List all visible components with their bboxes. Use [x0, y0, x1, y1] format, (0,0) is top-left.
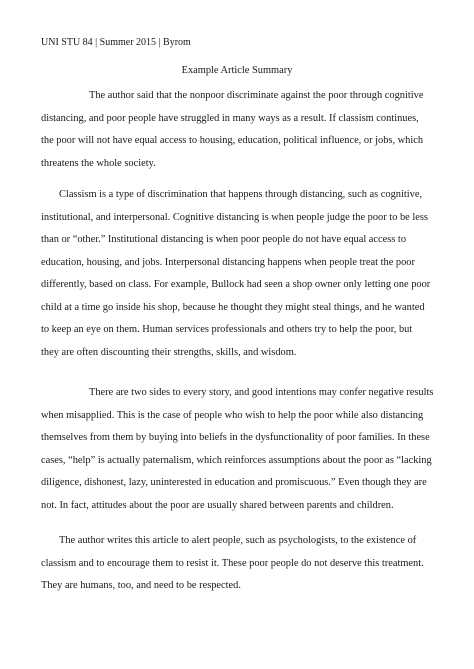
paragraph-3 [41, 382, 441, 517]
paragraph-2 [41, 184, 441, 364]
paragraph-line: classism and to encourage them to resist it. These poor people do not deserve this treatment. [41, 557, 424, 569]
paragraph-line: cases, “help” is actually paternalism, which reinforces assumptions about the poor as “lacking [41, 454, 432, 466]
paragraph-line: Classism is a type of discrimination that happens through distancing, such as cognitive, [59, 189, 423, 200]
paragraph-line: differently, based on class. For example, Bullock had seen a shop owner only letting one poor [41, 279, 431, 290]
paragraph-line: threatens the whole society. [41, 157, 156, 169]
paragraph-line: they are often discounting their strengths, skills, and wisdom. [41, 346, 297, 358]
paragraph-line: diligence, dishonest, lazy, uninterested in education and promiscuous.” Even though they are [41, 477, 427, 488]
paragraph-line: The author writes this article to alert people, such as psychologists, to the existence of [59, 535, 417, 546]
paragraph-line: education, housing, and jobs. Interpersonal distancing happens when people treat the poor [41, 256, 415, 268]
paragraph-1 [41, 85, 441, 175]
paragraph-line: themselves from them by buying into beliefs in the dysfunctionality of poor families. In these [41, 432, 430, 443]
paragraph-line: They are humans, too, and need to be respected. [41, 580, 241, 591]
paragraph-line: The author said that the nonpoor discriminate against the poor through cognitive [89, 90, 424, 101]
paragraph-line: when misapplied. This is the case of people who wish to help the poor while also distancing [41, 409, 424, 421]
document-title: Example Article Summary [181, 65, 293, 76]
paragraph-line: distancing, and poor people have struggled in many ways as a result. If classism continues, [41, 112, 419, 124]
page-header: UNI STU 84 | Summer 2015 | Byrom [41, 37, 191, 48]
paragraph-line: There are two sides to every story, and good intentions may confer negative results [89, 387, 434, 398]
paragraph-line: not. In fact, attitudes about the poor are usually shared between parents and children. [41, 499, 394, 511]
paragraph-line: child at a time go inside his shop, because he thought they might steal things, and he wanted [41, 301, 425, 313]
paragraph-line: to keep an eye on them. Human services professionals and others try to help the poor, but [41, 324, 413, 335]
paragraph-line: institutional, and interpersonal. Cognitive distancing is when people judge the poor to be less [41, 211, 428, 223]
paragraph-4 [41, 530, 441, 598]
paragraph-line: the poor will not have equal access to housing, education, political influence, or jobs, which [41, 135, 424, 146]
paragraph-line: than or “other.” Institutional distancing is when poor people do not have equal access to [41, 234, 407, 245]
